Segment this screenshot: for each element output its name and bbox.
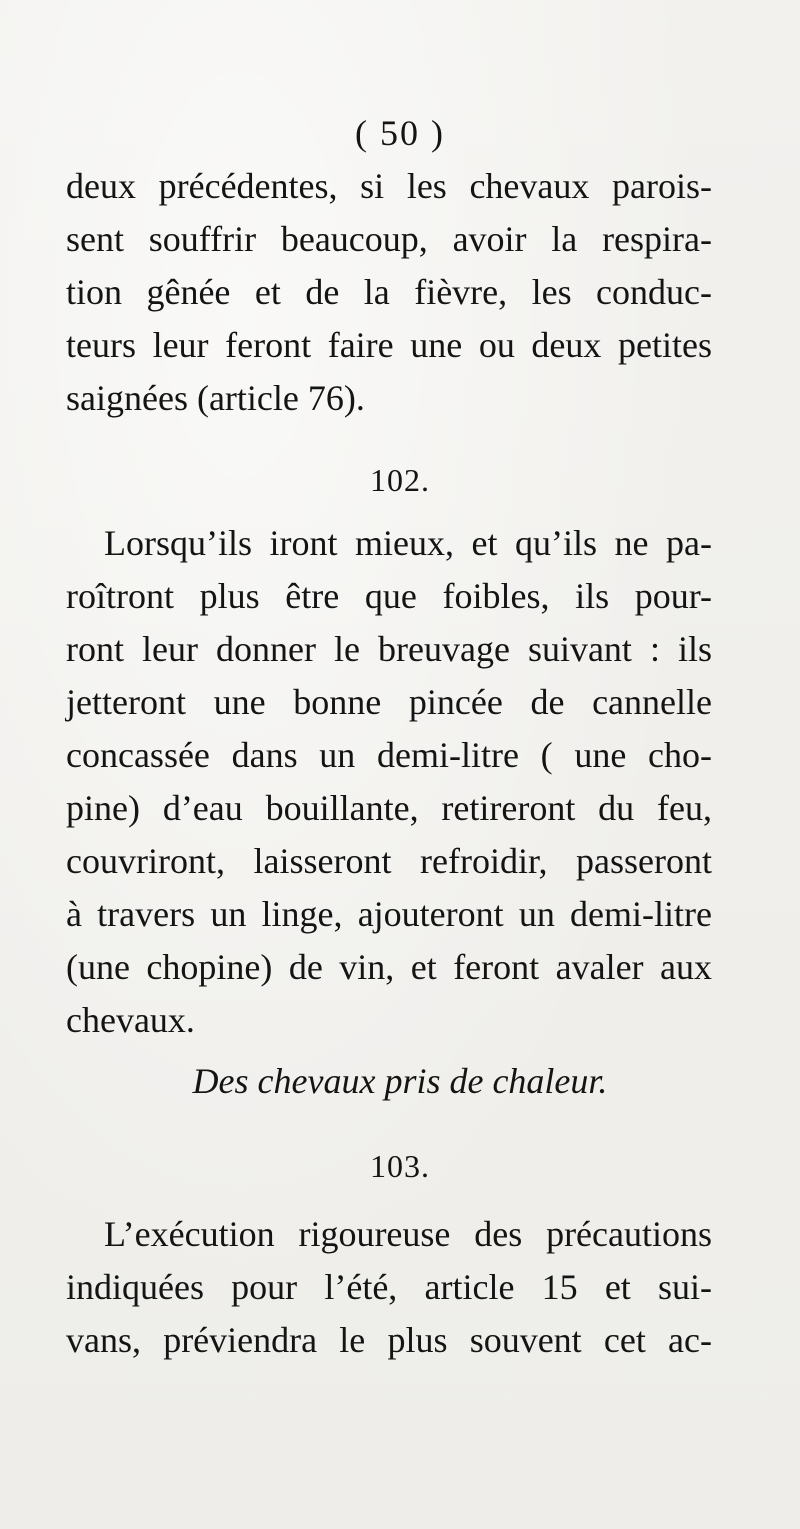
paragraph-3 (66, 1208, 712, 1367)
text-line: Lorsqu’ils iront mieux, et qu’ils ne pa- (104, 523, 712, 563)
text-line: vans, préviendra le plus souvent cet ac- (66, 1320, 712, 1360)
text-line: tion gênée et de la fièvre, les conduc- (66, 272, 712, 312)
text-line: jetteront une bonne pincée de cannelle (66, 682, 712, 722)
text-line: (une chopine) de vin, et feront avaler aux (66, 947, 712, 987)
text-line: pine) d’eau bouillante, retireront du feu, (66, 788, 712, 828)
text-line: roîtront plus être que foibles, ils pour- (66, 576, 712, 616)
text-line: indiquées pour l’été, article 15 et sui- (66, 1267, 712, 1307)
text-line: teurs leur feront faire une ou deux petites (66, 325, 712, 365)
paragraph-2 (66, 517, 712, 1047)
text-line: chevaux. (66, 1000, 195, 1040)
text-line: ront leur donner le breuvage suivant : ils (66, 629, 712, 669)
text-line: à travers un linge, ajouteront un demi-litre (66, 894, 712, 934)
text-line: saignées (article 76). (66, 378, 365, 418)
section-heading: Des chevaux pris de chaleur. (192, 1061, 608, 1101)
paragraph-1 (66, 160, 712, 425)
text-line: concassée dans un demi-litre ( une cho- (66, 735, 712, 775)
text-line: L’exécution rigoureuse des précautions (104, 1214, 712, 1254)
text-line: couvriront, laisseront refroidir, passeront (66, 841, 712, 881)
section-number-102: 102. (370, 462, 430, 498)
page-number: ( 50 ) (355, 113, 445, 153)
text-line: deux précédentes, si les chevaux parois- (66, 166, 712, 206)
text-line: sent souffrir beaucoup, avoir la respira- (66, 219, 712, 259)
section-number-103: 103. (370, 1148, 430, 1184)
